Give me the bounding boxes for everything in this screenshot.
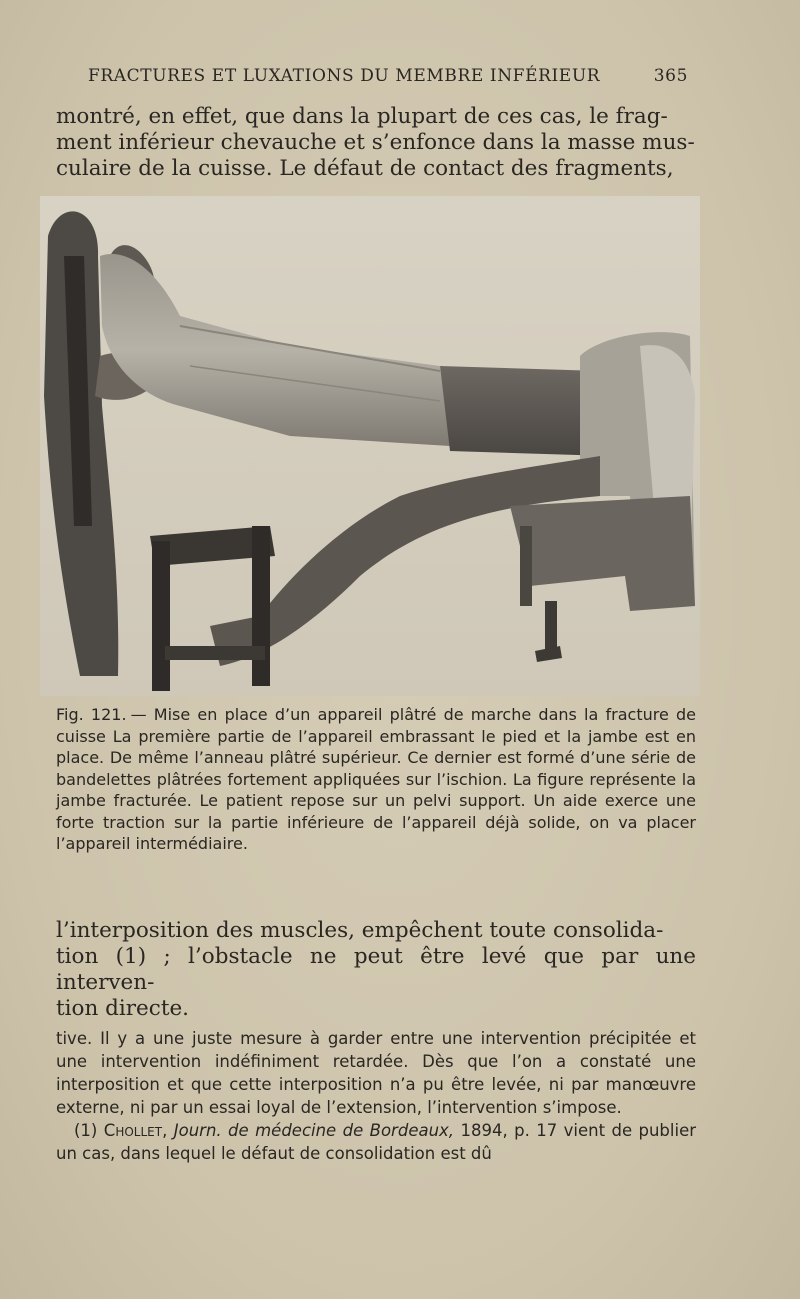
figure-photograph <box>40 196 700 696</box>
small-paragraph: tive. Il y a une juste mesure à garder entre une intervention précipitée et une intervention indéfiniment retardée. Dès que l’on a constaté une interposition et que cette interposition n’a pu être levée, ni par manœuvre externe, ni par un essai loyal de l’extension, l’intervention s’impose. <box>56 1029 696 1117</box>
footnote-author: Chollet, <box>103 1121 168 1140</box>
footnote-journal: Journ. de médecine de Bordeaux, <box>173 1121 455 1140</box>
figure-caption <box>56 704 696 855</box>
footnote-rest: 1894, p. 17 vient de publier un cas, dans lequel le défaut de consolidation est dû <box>56 1121 697 1163</box>
text-line: l’interposition des muscles, empêchent toute consolida- <box>56 918 664 943</box>
text-line: tion (1) ; l’obstacle ne peut être levé que par une interven- <box>56 944 696 995</box>
footnote <box>56 1119 696 1165</box>
running-title: FRACTURES ET LUXATIONS DU MEMBRE INFÉRIEUR <box>88 66 601 86</box>
page-number: 365 <box>653 66 688 86</box>
text-line: tion directe. <box>56 996 190 1021</box>
text-line: montré, en effet, que dans la plupart de ces cas, le frag- <box>56 104 668 129</box>
top-paragraph <box>56 104 696 182</box>
text-line: ment inférieur chevauche et s’enfonce dans la masse mus- <box>56 130 695 155</box>
middle-paragraph <box>56 918 696 1022</box>
small-print-section <box>56 1027 696 1165</box>
caption-text: — Mise en place d’un appareil plâtré de marche dans la fracture de cuisse La première partie de l’appareil embrassant le pied et la jambe est en place. De même l’anneau plâtré supérieur. Ce dernier est formé d’une série de bandelettes plâtrées fortement appliquées sur l’ischion. La figure représente la jambe fracturée. Le patient repose sur un pelvi support. Un aide exerce une forte traction sur la partie inférieure de l’appareil déjà solide, on va placer l’appareil intermédiaire. <box>56 705 697 853</box>
running-header <box>88 66 688 86</box>
footnote-marker: (1) <box>74 1121 98 1140</box>
figure-label: Fig. 121. <box>56 705 127 724</box>
text-line: culaire de la cuisse. Le défaut de contact des fragments, <box>56 156 674 181</box>
